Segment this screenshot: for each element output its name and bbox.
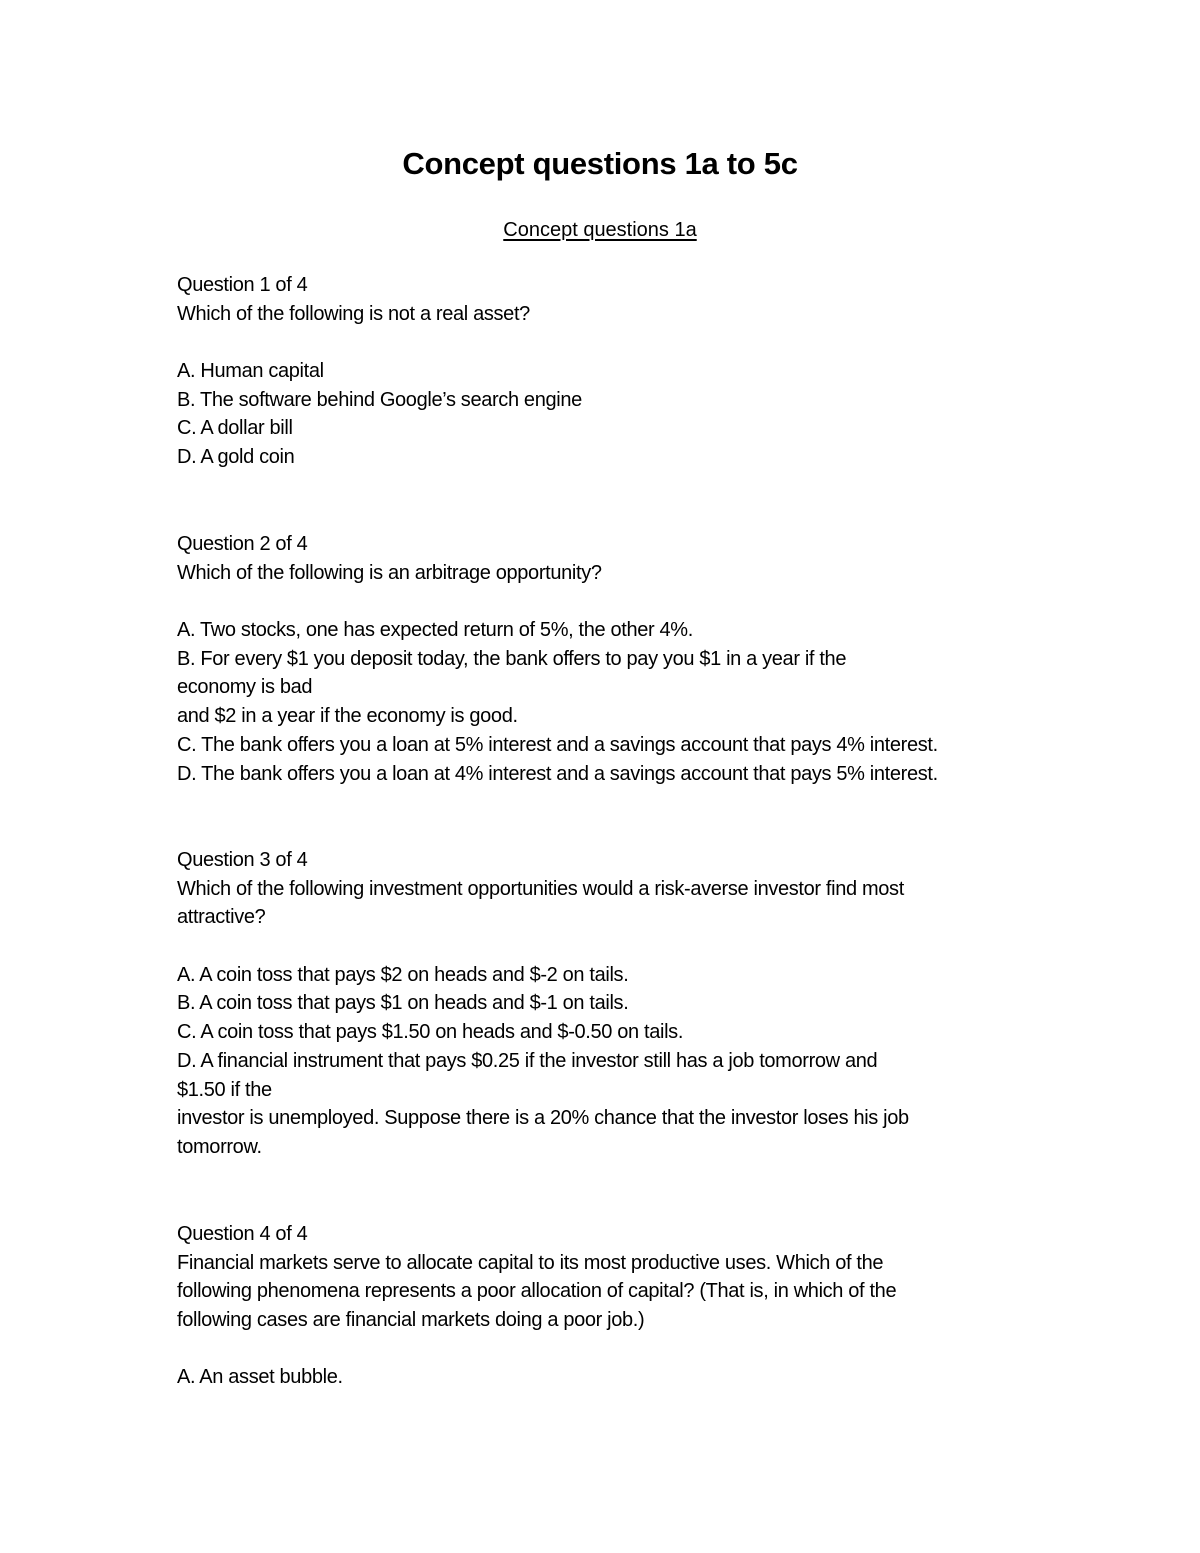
answer-option-b-cont: and $2 in a year if the economy is good. — [177, 705, 518, 728]
question-2 — [177, 530, 1037, 788]
answer-option-c: C. A dollar bill — [177, 417, 293, 440]
answer-option-d: D. A financial instrument that pays $0.25 if the investor still has a job tomorrow and — [177, 1049, 878, 1072]
question-3 — [177, 846, 1037, 1162]
answer-option-a: A. An asset bubble. — [177, 1366, 343, 1389]
section-heading — [0, 216, 1200, 244]
answer-option-b-cont: economy is bad — [177, 676, 313, 699]
answer-option-c: C. The bank offers you a loan at 5% interest and a savings account that pays 4% interest. — [177, 733, 938, 756]
answer-option-d-cont: investor is unemployed. Suppose there is a 20% chance that the investor loses his job — [177, 1107, 909, 1130]
question-header: Question 2 of 4 — [177, 533, 308, 555]
answer-option-d-cont: $1.50 if the — [177, 1078, 272, 1101]
question-prompt: Which of the following is not a real asset? — [177, 302, 530, 325]
document-title: Concept questions 1a to 5c — [402, 146, 798, 181]
section-heading-text: Concept questions 1a — [503, 219, 697, 241]
answer-option-a: A. A coin toss that pays $2 on heads and $-2 on tails. — [177, 963, 629, 986]
question-prompt-cont: attractive? — [177, 906, 266, 929]
question-header: Question 3 of 4 — [177, 849, 308, 871]
answer-option-d: D. A gold coin — [177, 446, 295, 469]
question-header: Question 4 of 4 — [177, 1223, 308, 1245]
answer-option-b: B. For every $1 you deposit today, the bank offers to pay you $1 in a year if the — [177, 647, 847, 670]
question-prompt-cont: following cases are financial markets doing a poor job.) — [177, 1309, 645, 1332]
answer-option-d: D. The bank offers you a loan at 4% interest and a savings account that pays 5% interest. — [177, 762, 938, 785]
question-prompt: Financial markets serve to allocate capital to its most productive uses. Which of the — [177, 1251, 884, 1274]
answer-option-d-cont: tomorrow. — [177, 1135, 262, 1158]
answer-option-c: C. A coin toss that pays $1.50 on heads and $-0.50 on tails. — [177, 1021, 684, 1044]
question-prompt-cont: following phenomena represents a poor allocation of capital? (That is, in which of the — [177, 1280, 897, 1303]
question-4 — [177, 1220, 1037, 1392]
question-prompt: Which of the following investment opportunities would a risk-averse investor find most — [177, 877, 904, 900]
question-prompt: Which of the following is an arbitrage opportunity? — [177, 561, 602, 584]
answer-option-a: A. Two stocks, one has expected return of 5%, the other 4%. — [177, 619, 693, 642]
answer-option-b: B. A coin toss that pays $1 on heads and $-1 on tails. — [177, 992, 629, 1015]
question-header: Question 1 of 4 — [177, 274, 308, 296]
answer-option-b: B. The software behind Google’s search engine — [177, 388, 582, 411]
question-1 — [177, 271, 1037, 472]
answer-option-a: A. Human capital — [177, 360, 324, 383]
